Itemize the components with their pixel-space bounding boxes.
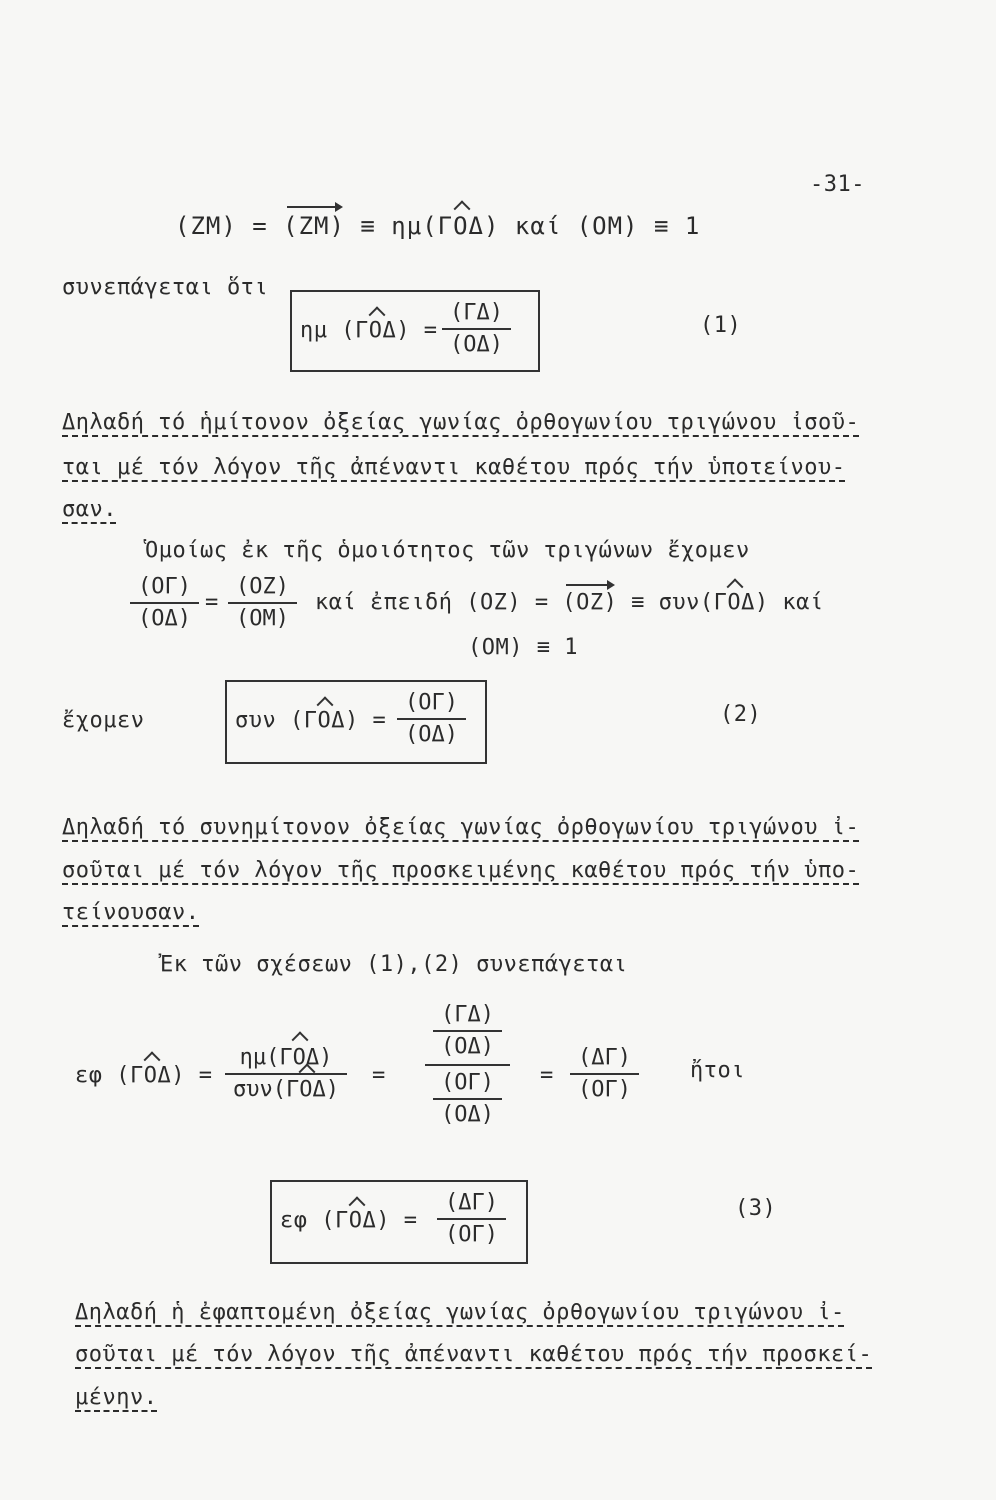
fraction [397,688,466,750]
eq-text: ) = [376,1208,418,1233]
text-ehomen: ἔχομεν [62,708,145,733]
formula-box-1 [290,290,540,372]
eq-text: ημ ( [300,318,355,343]
numerator: (ΓΔ) [450,300,503,325]
numerator: (ΓΔ) [441,1002,494,1027]
fraction-lower [433,1068,502,1130]
equation-label-3: (3) [735,1196,777,1221]
paragraph-2-line-2: σοῦται μέ τόν λόγον τῆς προσκειμένης καθέτου πρός τήν ὑπο- [62,858,860,883]
angle-god: ΓΟΔ [437,212,485,240]
eq-text: ≡ συν( [617,590,714,615]
eq-text: ) καί [754,590,824,615]
formula-lhs [280,1208,417,1233]
denominator: (ΟΓ) [445,1222,498,1247]
angle-god: ΓΟΔ [303,708,345,733]
eq-text: εφ ( [75,1063,130,1088]
equals-sign: = [540,1063,554,1088]
equals-sign: = [372,1063,386,1088]
equation-label-1: (1) [700,313,742,338]
angle-god: ΓΟΔ [129,1063,172,1088]
fraction-og-od [130,572,199,634]
compound-fraction [425,1000,510,1130]
eq-text: (ZM) = [175,212,284,240]
paragraph-1-line-2: ται μέ τόν λόγον τῆς ἀπέναντι καθέτου πρός τήν ὑποτείνου- [62,455,846,480]
denominator: (ΟΔ) [441,1102,494,1127]
paragraph-3-line-2: σοῦται μέ τόν λόγον τῆς ἀπέναντι καθέτου πρός τήν προσκεί- [75,1342,873,1367]
eq-text: εφ ( [280,1208,335,1233]
text-omoios: Ὁμοίως ἐκ τῆς ὁμοιότητος τῶν τριγώνων ἔχομεν [145,538,750,563]
equation-zm [175,212,700,240]
tan-lhs [75,1063,212,1088]
formula-lhs [300,318,437,343]
text-htoi: ἤτοι [690,1058,745,1083]
numerator: (ΟΓ) [441,1070,494,1095]
vector-oz: (ΟΖ) [562,590,618,615]
text-synepagetai: συνεπάγεται ὅτι [62,275,269,300]
main-fraction-bar [425,1064,510,1066]
angle-god: ΓΟΔ [334,1208,377,1233]
denominator: (ΟΜ) [236,606,289,631]
denominator: (ΟΔ) [441,1034,494,1059]
page-number: -31- [810,172,865,197]
paragraph-1-line-1: Δηλαδή τό ἡμίτονον ὀξείας γωνίας ὀρθογωνίου τριγώνου ἰσοῦ- [62,410,860,435]
eq-text: ) = [344,708,387,733]
eq-text: καί ἐπειδή (ΟΖ) = [315,590,563,615]
paragraph-3-line-3: μένην. [75,1385,158,1410]
formula-lhs [235,708,386,733]
numerator: (ΟΖ) [236,574,289,599]
angle-god: ΓΟΔ [354,318,397,343]
equation-label-2: (2) [720,702,762,727]
paragraph-3-line-1: Δηλαδή ἡ ἐφαπτομένη ὀξείας γωνίας ὀρθογωνίου τριγώνου ἰ- [75,1300,845,1325]
numerator: (ΔΓ) [578,1045,631,1070]
denominator: (ΟΔ) [450,332,503,357]
angle-god: ΓΟΔ [713,590,755,615]
eq-text: ημ( [239,1045,280,1070]
paragraph-1-line-3: σαν. [62,497,117,522]
denominator: (ΟΓ) [578,1077,631,1102]
fraction [437,1188,506,1250]
eq-text: συν( [233,1077,286,1102]
numerator [232,1043,341,1073]
angle-god: ΓΟΔ [286,1075,326,1105]
eq-text: ≡ ημ( [344,212,438,240]
vector-zm: (ZM) [283,212,345,240]
numerator: (ΟΓ) [405,690,458,715]
eq-text: ) καί (ΟΜ) ≡ 1 [484,212,701,240]
formula-box-2 [225,680,487,764]
text-ek-ton-sxeseon: Ἐκ τῶν σχέσεων (1),(2) συνεπάγεται [160,952,628,977]
numerator: (ΟΓ) [138,574,191,599]
denominator [225,1075,347,1105]
fraction [442,298,511,360]
numerator: (ΔΓ) [445,1190,498,1215]
equals-sign: = [205,590,219,615]
denominator: (ΟΔ) [405,722,458,747]
eq-text: ) = [171,1063,213,1088]
formula-box-3 [270,1180,528,1264]
fraction-oz-om [228,572,297,634]
fraction-upper [433,1000,502,1062]
eq-text: ) [325,1077,339,1102]
eq-text: ) [319,1045,333,1070]
equation-since [315,590,824,615]
paragraph-2-line-1: Δηλαδή τό συνημίτονον ὀξείας γωνίας ὀρθογωνίου τριγώνου ἰ- [62,815,860,840]
fraction-sin-cos [225,1043,347,1105]
fraction-dg-og [570,1043,639,1105]
paragraph-2-line-3: τείνουσαν. [62,900,200,925]
equation-om-1: (ΟΜ) ≡ 1 [468,635,578,660]
denominator: (ΟΔ) [138,606,191,631]
eq-text: συν ( [235,708,304,733]
angle-god: ΓΟΔ [279,1043,319,1073]
eq-text: ) = [396,318,438,343]
